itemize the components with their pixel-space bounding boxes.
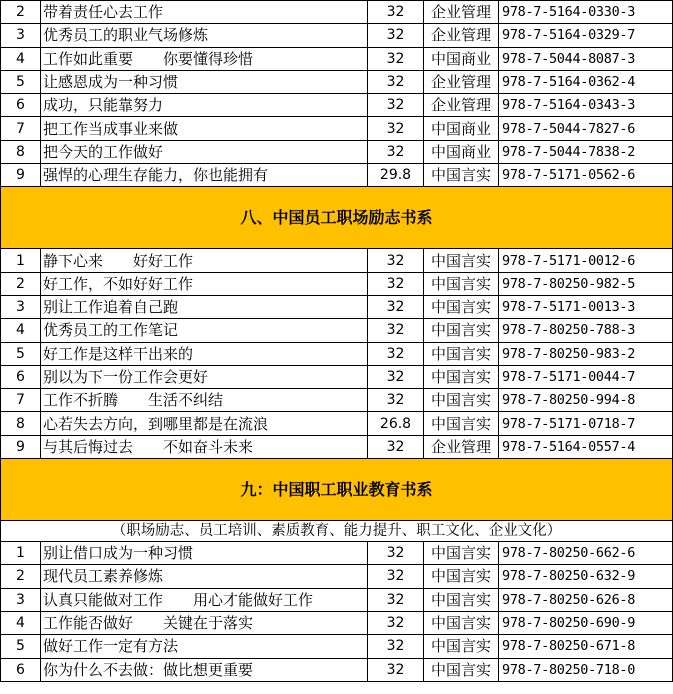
row-number-cell: 6	[1, 94, 41, 117]
publisher-cell: 中国言实	[424, 658, 499, 681]
price-cell: 32	[368, 70, 424, 93]
row-number-cell: 3	[1, 588, 41, 611]
row-number-cell: 6	[1, 365, 41, 388]
row-number-cell: 4	[1, 611, 41, 634]
section-note-row	[1, 521, 673, 542]
publisher-cell: 中国言实	[424, 319, 499, 342]
table-row	[1, 1, 673, 24]
publisher-cell: 企业管理	[424, 94, 499, 117]
section-heading-row	[1, 459, 673, 521]
publisher-cell: 中国言实	[424, 249, 499, 272]
row-number-cell: 3	[1, 24, 41, 47]
isbn-cell: 978-7-5164-0330-3	[499, 1, 673, 24]
row-number-cell: 2	[1, 272, 41, 295]
isbn-cell: 978-7-80250-632-9	[499, 565, 673, 588]
isbn-cell: 978-7-5044-8087-3	[499, 47, 673, 70]
table-row	[1, 319, 673, 342]
section-heading: 八、中国员工职场励志书系	[1, 187, 673, 249]
book-title-cell: 好工作，不如好好工作	[41, 272, 368, 295]
table-row	[1, 164, 673, 187]
publisher-cell: 中国言实	[424, 365, 499, 388]
isbn-cell: 978-7-80250-983-2	[499, 342, 673, 365]
book-title-cell: 带着责任心去工作	[41, 1, 368, 24]
book-title-cell: 心若失去方向，到哪里都是在流浪	[41, 412, 368, 435]
publisher-cell: 中国商业	[424, 140, 499, 163]
row-number-cell: 6	[1, 658, 41, 681]
isbn-cell: 978-7-80250-994-8	[499, 389, 673, 412]
publisher-cell: 中国言实	[424, 295, 499, 318]
isbn-cell: 978-7-5171-0013-3	[499, 295, 673, 318]
isbn-cell: 978-7-80250-690-9	[499, 611, 673, 634]
row-number-cell: 8	[1, 412, 41, 435]
book-title-cell: 与其后悔过去 不如奋斗未来	[41, 435, 368, 458]
publisher-cell: 企业管理	[424, 24, 499, 47]
isbn-cell: 978-7-80250-718-0	[499, 658, 673, 681]
book-title-cell: 认真只能做对工作 用心才能做好工作	[41, 588, 368, 611]
book-title-cell: 现代员工素养修炼	[41, 565, 368, 588]
row-number-cell: 5	[1, 635, 41, 658]
price-cell: 26.8	[368, 412, 424, 435]
book-title-cell: 你为什么不去做：做比想更重要	[41, 658, 368, 681]
row-number-cell: 7	[1, 117, 41, 140]
table-row	[1, 542, 673, 565]
book-title-cell: 工作能否做好 关键在于落实	[41, 611, 368, 634]
table-row	[1, 611, 673, 634]
table-row	[1, 24, 673, 47]
isbn-cell: 978-7-5044-7838-2	[499, 140, 673, 163]
row-number-cell: 1	[1, 249, 41, 272]
book-title-cell: 好工作是这样干出来的	[41, 342, 368, 365]
publisher-cell: 中国言实	[424, 412, 499, 435]
price-cell: 32	[368, 542, 424, 565]
publisher-cell: 中国商业	[424, 117, 499, 140]
publisher-cell: 中国言实	[424, 542, 499, 565]
book-title-cell: 别让借口成为一种习惯	[41, 542, 368, 565]
publisher-cell: 中国言实	[424, 635, 499, 658]
publisher-cell: 中国言实	[424, 389, 499, 412]
table-row	[1, 249, 673, 272]
table-row	[1, 565, 673, 588]
price-cell: 32	[368, 117, 424, 140]
price-cell: 32	[368, 658, 424, 681]
price-cell: 32	[368, 611, 424, 634]
section-note: （职场励志、员工培训、素质教育、能力提升、职工文化、企业文化）	[1, 521, 673, 542]
price-cell: 32	[368, 295, 424, 318]
table-row	[1, 295, 673, 318]
table-row	[1, 435, 673, 458]
book-title-cell: 做好工作一定有方法	[41, 635, 368, 658]
table-row	[1, 140, 673, 163]
row-number-cell: 4	[1, 319, 41, 342]
publisher-cell: 中国言实	[424, 565, 499, 588]
row-number-cell: 9	[1, 164, 41, 187]
row-number-cell: 3	[1, 295, 41, 318]
table-row	[1, 70, 673, 93]
catalog-body	[1, 1, 673, 682]
isbn-cell: 978-7-80250-662-6	[499, 542, 673, 565]
book-title-cell: 别以为下一份工作会更好	[41, 365, 368, 388]
table-row	[1, 342, 673, 365]
publisher-cell: 中国言实	[424, 272, 499, 295]
price-cell: 32	[368, 1, 424, 24]
row-number-cell: 9	[1, 435, 41, 458]
publisher-cell: 企业管理	[424, 70, 499, 93]
publisher-cell: 企业管理	[424, 435, 499, 458]
table-row	[1, 117, 673, 140]
isbn-cell: 978-7-5171-0718-7	[499, 412, 673, 435]
table-row	[1, 94, 673, 117]
book-title-cell: 让感恩成为一种习惯	[41, 70, 368, 93]
isbn-cell: 978-7-5171-0044-7	[499, 365, 673, 388]
isbn-cell: 978-7-5164-0362-4	[499, 70, 673, 93]
book-title-cell: 工作不折腾 生活不纠结	[41, 389, 368, 412]
price-cell: 32	[368, 140, 424, 163]
row-number-cell: 8	[1, 140, 41, 163]
book-title-cell: 优秀员工的职业气场修炼	[41, 24, 368, 47]
row-number-cell: 1	[1, 542, 41, 565]
isbn-cell: 978-7-5164-0557-4	[499, 435, 673, 458]
publisher-cell: 中国商业	[424, 47, 499, 70]
price-cell: 32	[368, 47, 424, 70]
publisher-cell: 中国言实	[424, 164, 499, 187]
publisher-cell: 中国言实	[424, 611, 499, 634]
book-title-cell: 强悍的心理生存能力，你也能拥有	[41, 164, 368, 187]
table-row	[1, 635, 673, 658]
row-number-cell: 2	[1, 565, 41, 588]
publisher-cell: 中国言实	[424, 342, 499, 365]
section-heading-row	[1, 187, 673, 249]
book-title-cell: 把工作当成事业来做	[41, 117, 368, 140]
publisher-cell: 企业管理	[424, 1, 499, 24]
price-cell: 29.8	[368, 164, 424, 187]
book-title-cell: 成功，只能靠努力	[41, 94, 368, 117]
table-row	[1, 389, 673, 412]
price-cell: 32	[368, 272, 424, 295]
isbn-cell: 978-7-80250-788-3	[499, 319, 673, 342]
price-cell: 32	[368, 635, 424, 658]
row-number-cell: 2	[1, 1, 41, 24]
isbn-cell: 978-7-80250-982-5	[499, 272, 673, 295]
price-cell: 32	[368, 24, 424, 47]
book-title-cell: 工作如此重要 你要懂得珍惜	[41, 47, 368, 70]
price-cell: 32	[368, 435, 424, 458]
price-cell: 32	[368, 365, 424, 388]
price-cell: 32	[368, 588, 424, 611]
table-row	[1, 658, 673, 681]
isbn-cell: 978-7-5171-0562-6	[499, 164, 673, 187]
isbn-cell: 978-7-5164-0329-7	[499, 24, 673, 47]
price-cell: 32	[368, 319, 424, 342]
isbn-cell: 978-7-5171-0012-6	[499, 249, 673, 272]
isbn-cell: 978-7-80250-626-8	[499, 588, 673, 611]
table-row	[1, 47, 673, 70]
price-cell: 32	[368, 249, 424, 272]
price-cell: 32	[368, 342, 424, 365]
isbn-cell: 978-7-5164-0343-3	[499, 94, 673, 117]
price-cell: 32	[368, 94, 424, 117]
isbn-cell: 978-7-5044-7827-6	[499, 117, 673, 140]
row-number-cell: 5	[1, 70, 41, 93]
price-cell: 32	[368, 565, 424, 588]
table-row	[1, 588, 673, 611]
book-title-cell: 优秀员工的工作笔记	[41, 319, 368, 342]
row-number-cell: 7	[1, 389, 41, 412]
table-row	[1, 412, 673, 435]
publisher-cell: 中国言实	[424, 588, 499, 611]
isbn-cell: 978-7-80250-671-8	[499, 635, 673, 658]
row-number-cell: 5	[1, 342, 41, 365]
table-row	[1, 365, 673, 388]
book-title-cell: 把今天的工作做好	[41, 140, 368, 163]
price-cell: 32	[368, 389, 424, 412]
book-title-cell: 静下心来 好好工作	[41, 249, 368, 272]
section-heading: 九：中国职工职业教育书系	[1, 459, 673, 521]
table-row	[1, 272, 673, 295]
row-number-cell: 4	[1, 47, 41, 70]
book-title-cell: 别让工作追着自己跑	[41, 295, 368, 318]
